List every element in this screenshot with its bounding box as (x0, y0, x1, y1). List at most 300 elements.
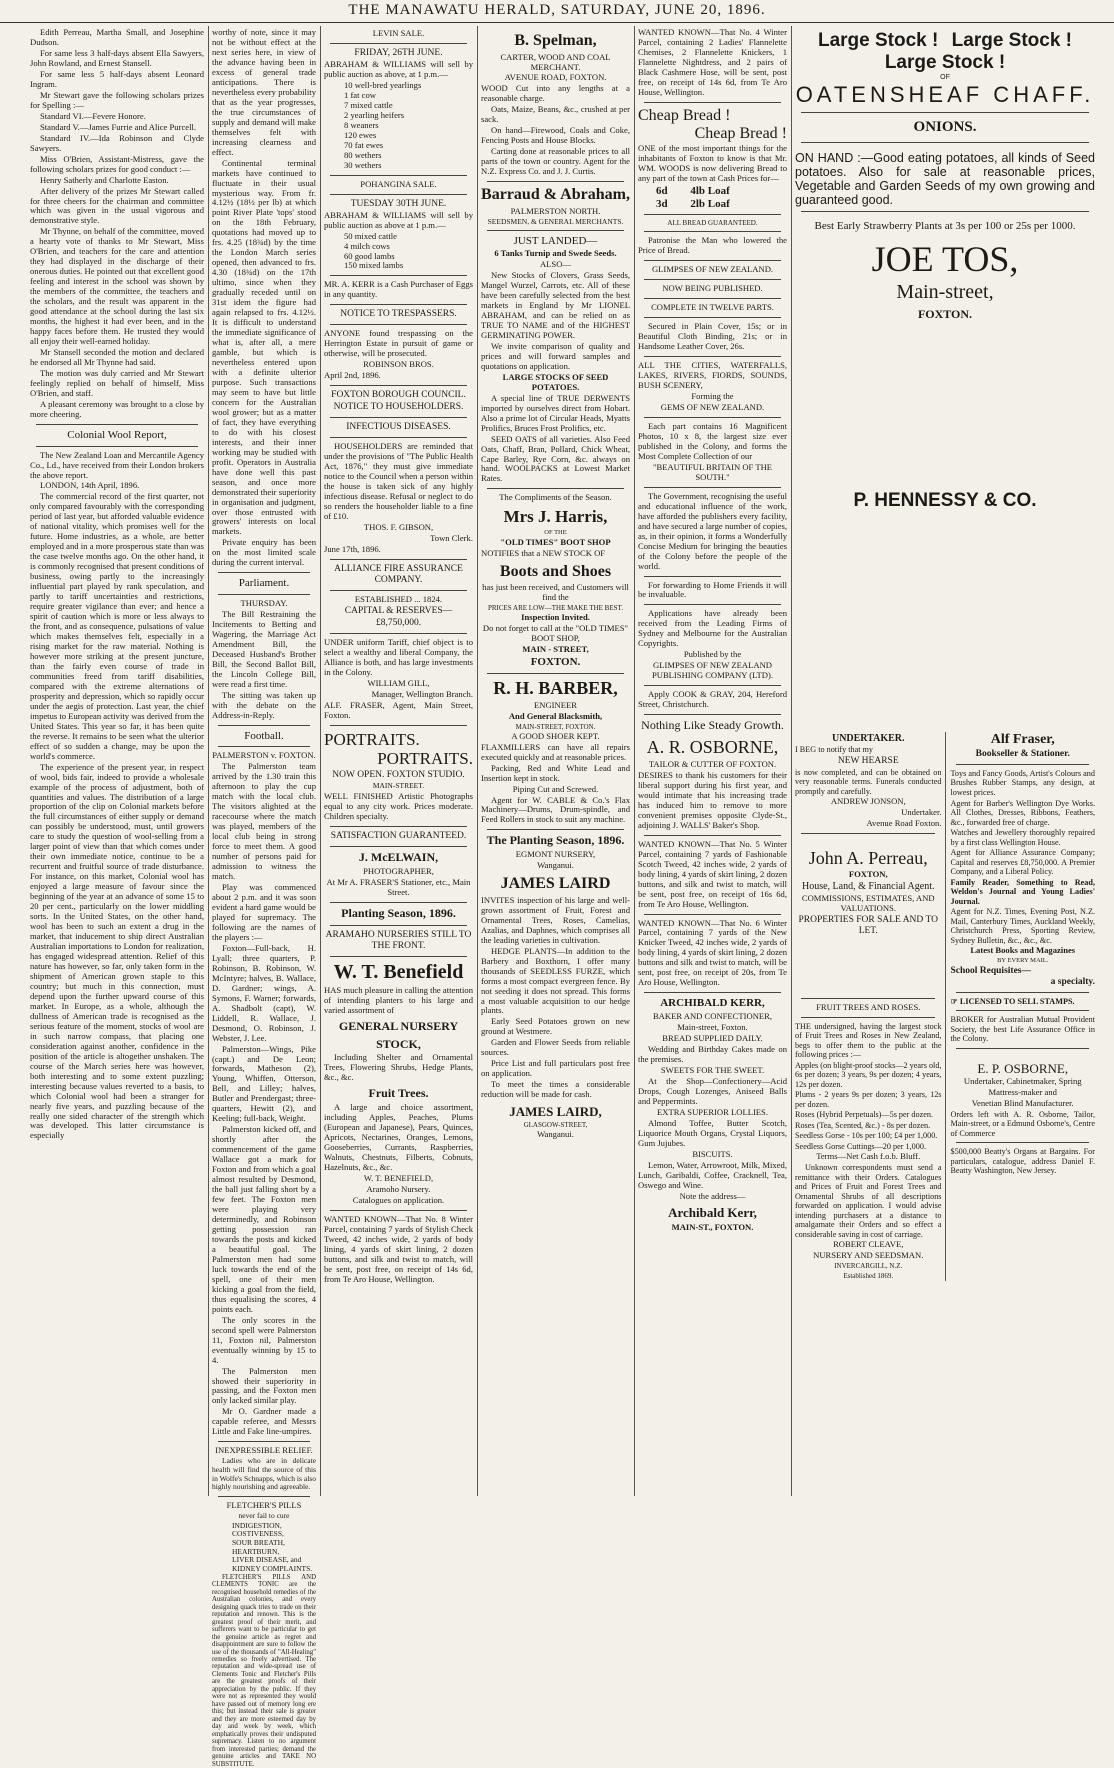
glimpses-company: GLIMPSES OF NEW ZEALAND PUBLISHING COMPANY (LTD). (651, 660, 774, 681)
on-hand-text: ON HAND :—Good eating potatoes, all kinds of Seed potatoes. Also for sale at reasonable prices, Vegetable and Garden Seeds of my own growing and guaranteed good. (795, 151, 1095, 208)
each-text: Each part contains 16 Magnificent Photos, 10 x 8, the largest size ever published in the Colony, and forms the Most Complete Collection of our (638, 420, 787, 461)
steady-growth: Nothing Like Steady Growth. (641, 718, 784, 733)
archibald-name: ARCHIBALD KERR, (660, 997, 765, 1010)
alf-sub: Bookseller & Stationer. (975, 748, 1070, 759)
harris-name: Mrs J. Harris, (503, 507, 608, 527)
list-item: 50 mixed cattle (344, 230, 397, 241)
levin-sale-intro: ABRAHAM & WILLIAMS will sell by public auction as above, at 1 p.m.— (324, 58, 473, 79)
complete-parts: COMPLETE IN TWELVE PARTS. (651, 302, 774, 313)
article-paragraph: worthy of note, since it may not be without effect at the next series here, in view of the advance having been in excess of general trade anticipations. There is nevertheless every probability that as the year progresses, the true circumstances of supply and demand will make themselves felt with increasing clearness and effect. (212, 27, 316, 157)
section-divider (644, 487, 781, 488)
old-times: "OLD TIMES" BOOT SHOP (500, 536, 611, 547)
barraud-sub2: SEEDSMEN, & GENERAL MERCHANTS. (487, 216, 624, 226)
kerr-sign: Archibald Kerr, (668, 1205, 757, 1221)
forwarding-text: For forwarding to Home Friends it will be invaluable. (638, 579, 787, 600)
desires-text: DESIRES to thank his customers for their liberal support during his first year, and would intimate that his increasing trade has induced him to remove to more convenient premises opposite Clyde-St., adjoining J. WALLS' Baker's Shop. (638, 769, 787, 830)
every-mail: BY EVERY MAIL. (997, 957, 1049, 965)
column-rule (320, 26, 321, 1496)
section-divider (644, 102, 781, 103)
article-paragraph: Standard V.—James Furrie and Alice Purcell. (40, 121, 197, 132)
toys-text: Toys and Fancy Goods, Artist's Colours and Brushes Rubber Stamps, any design, at lowest prices. (950, 768, 1095, 797)
article-paragraph: For same less 3 half-days absent Ella Sawyers, John Rowland, and Ernest Stansell. (30, 47, 204, 68)
barbers-text: Agent for Barber's Wellington Dye Works. All Clothes, Dresses, Ribbons, Feathers, &c., forwarded free of charge. (950, 798, 1095, 827)
hearse-text: is now completed, and can be obtained on very reasonable terms. Funerals conducted promptly and carefully. (795, 767, 942, 796)
borough-sub2: INFECTIOUS DISEASES. (346, 422, 451, 433)
list-item: 10 well-bred yearlings (344, 79, 422, 90)
of-the: OF THE (544, 529, 567, 537)
egmont-nursery: EGMONT NURSERY, (515, 849, 596, 860)
family-text: Family Reader, Something to Read, Weldon's Journal and Young Ladies' Journal. (950, 877, 1095, 906)
potatoes-text: A special line of TRUE DERWENTS imported by ourselves direct from Hobart. Also a prime lot of Circular Heads, Myatts Prolifics, Bruces Frost Prolifics, etc. (481, 392, 630, 433)
section-divider (644, 231, 781, 232)
section-divider (644, 685, 781, 686)
loaf-price: 6d (656, 184, 668, 197)
section-divider (218, 725, 310, 726)
dateline: LONDON, 14th April, 1896. (40, 480, 140, 491)
licensed-stamps (950, 997, 1095, 1007)
borough-sign: THOS. F. GIBSON, (363, 522, 434, 533)
pills-text: FLETCHER'S PILLS AND CLEMENTS TONIC are the recognised household remedies of the Australian colonies, and every designing quack tries to trade on their reputation and renown. This is the greatest proof of their merit, and sufferers want to be particular to get the genuine article as regret and disappointment are sure to follow the use of the thousands of "All-Healing" remedies so freely advertised. The reputation and wide-spread use of Clements Tonic and Fletcher's Pills are the greatest proofs of their appreciation by the public. If they were not as represented they would have passed out of memory long ere this; but instead their sale is greater and they are more esteemed day by day and week by week, which emphatically proves their undisputed supremacy. Listen to no argument from interested parties; demand the genuine articles and TAKE NO SUBSTITUTE. (212, 1573, 316, 1768)
section-divider (218, 746, 310, 747)
perreau-sub: House, Land, & Financial Agent. (802, 881, 935, 893)
inspection: Inspection Invited. (521, 612, 590, 623)
section-divider (956, 1142, 1089, 1143)
section-divider (644, 835, 781, 836)
wool-report-heading: Colonial Wool Report, (67, 428, 167, 441)
stock-heading: STOCK, (376, 1036, 421, 1051)
section-divider (330, 826, 467, 827)
loaf-price-1 (656, 185, 787, 198)
article-paragraph: The experience of the present year, in respect of wool, bids fair, indeed to provide a wholesale example of the process of adjustment, both of quantities and values. The distribution of a large proportion of the clip on Colonial markets before the full circumstances of either supply or demand can possibly be understood, must, until growers care to study the question of wool-selling from a larger point of view than that which comes under their own immediate notice, continue to be a recurrent and fruitful source of trade disturbance. For instance, on this market, Colonial wool has enjoyed a large measure of favour since the beginning of the year at an advance of some 15 to 20 per cent., particularly on the lower middling sorts. In the United States, on the other hand, wool has been to such an extent a drug in the market, that inducement to ship direct Australian Australian importations to London for realization, has engaged widespread attention. Relief of this nature has however, so far, only taken form in the shipment of American grown staple to this country; but much in this connection, must depend upon the further upward course of this market. In Europe, as a whole, although the dullness of American trade is recognised as the serious feature of the moment, stocks of wool are in such narrow compass, that placing one consideration against another, confidence in the position of the article is altogether unshaken. The course of the March series here was however, both interesting and to some extent puzzling; interesting because values reverted to a basis, to which Colonial wool had been a stranger for nearly five years, and puzzling because of the really one sided character of the strength which was developed. This latter circumstance is especially (30, 761, 204, 1141)
spelman-text4: Carting done at reasonable prices to all parts of the town or country. Agent for the N.Z. Express Co. and J. J. Curtis. (481, 146, 630, 177)
fruit-price: Roses (Hybrid Perpetuals)—5s per dozen. (795, 1110, 934, 1120)
section-divider (644, 317, 781, 318)
portraits-2: PORTRAITS. (377, 749, 473, 769)
laird-text: INVITES inspection of his large and well-grown assortment of Fruit, Forest and Ornamental Trees, Roses, Camelias, Azalias, and Daphnes, which comprises all the leading varieties in cultivation. (481, 894, 630, 945)
loaf-size: 2lb Loaf (690, 197, 730, 210)
section-divider (330, 1210, 467, 1211)
school-requisites: School Requisites— (950, 965, 1031, 976)
jonson-name: ANDREW JONSON, (830, 796, 906, 807)
strawberry-text: Best Early Strawberry Plants at 3s per 100 or 25s per 1000. (814, 220, 1076, 233)
pohangina-list (344, 232, 473, 272)
laird-sign: JAMES LAIRD, (509, 1104, 602, 1120)
article-paragraph: Edith Perreau, Martha Small, and Josephine Dudson. (30, 27, 204, 47)
blacksmith-addr: MAIN-STREET, FOXTON. (515, 722, 596, 731)
section-divider (487, 230, 624, 231)
new-hearse: NEW HEARSE (837, 755, 899, 766)
forming: Forming the (691, 391, 734, 402)
column-6 (795, 28, 1095, 1496)
flax-text: FLAXMILLERS can have all repairs executed quickly and at reasonable prices. (481, 741, 630, 762)
section-divider (330, 590, 467, 591)
unknown-text: Unknown correspondents must send a remittance with their Orders. Catalogues and Prices of Fruit and Forest Trees and Ornamental Shrubs of all descriptions forwarded on application. I would advise intending purchasers at a distance to amalgamate their Orders and so effect a considerable saving in cost of carriage. (795, 1163, 942, 1239)
onions: ONIONS. (913, 118, 977, 135)
section-divider (218, 1441, 310, 1442)
fruit-price: Seedless Gorse Cuttings—20 per 1,000. (795, 1141, 926, 1151)
epo-sub3: Venetian Blind Manufacturer. (971, 1097, 1074, 1108)
pills-sub: never fail to cure (238, 1511, 290, 1520)
article-paragraph: The motion was duly carried and Mr Stewart feelingly replied on behalf of himself, Miss O'Brien, and staff. (30, 367, 204, 398)
large-stock-1: Large Stock ! (817, 30, 939, 51)
satisfaction: SATISFACTION GUARANTEED. (330, 830, 467, 841)
alliance-sign: WILLIAM GILL, (367, 677, 430, 688)
baker: BAKER AND CONFECTIONER, (652, 1011, 773, 1022)
properties: PROPERTIES FOR SALE AND TO LET. (798, 914, 938, 936)
list-item: 150 mixed lambs (344, 260, 404, 271)
section-divider (487, 673, 624, 674)
wanted-notice: WANTED KNOWN—That No. 8 Winter Parcel, containing 7 yards of Stylish Check Tweed, 42 inches wide, 2 yards of body lining, 4 yards of skirt lining, 2 dozen buttons, and silk and twist to match, will be sent, post free, on receipt of 14s 6d, from Te Aro House, Wellington. (324, 1213, 473, 1284)
trespass-sign: ROBINSON BROS. (363, 359, 434, 370)
article-paragraph: Palmerston kicked off, and shortly after the commencement of the game Wallace got a mark for Foxton and from which a goal almost resulted by Desmond, the ball just falling short by a few feet. The Foxton men were playing very determinedly, and Robinson getting possession ran towards the posts and kicked a beautiful goal. The Palmerston men had some luck towards the end of the spell, one of their men kicking a goal from the field, thus equalising the scores, 4 points each. (212, 1124, 316, 1314)
section-divider (644, 279, 781, 280)
loaf-size: 4lb Loaf (690, 184, 730, 197)
licensed-text: LICENSED TO SELL STAMPS. (959, 996, 1075, 1006)
wedding-text: Wedding and Birthday Cakes made on the premises. (638, 1043, 787, 1064)
article-paragraph: Play was commenced about 2 p.m. and it was soon evident a hard game would be played for supremacy. The following are the names of the players :— (212, 882, 316, 942)
borough-date: June 17th, 1896. (324, 543, 381, 554)
orders-text: Orders left with A. R. Osborne, Tailor, Main-street, or a Edmund Osborne's, Centre of Commerce (950, 1109, 1095, 1138)
section-divider (36, 446, 198, 447)
wanted-notice-2: WANTED KNOWN—That No. 5 Winter Parcel, containing 7 yards of Fashionable Scotch Tweed, 42 inches wide, 2 yards of body lining, 4 yards of skirt lining, 2 dozen buttons, and silk and twist to match, will be sent, post free, on receipt of 16s 6d, from Te Aro House, Wellington. (638, 838, 787, 909)
main-street: Main-street, Foxton. (677, 1022, 748, 1033)
section-divider (801, 142, 1089, 143)
alliance-agent: ALF. FRASER, Agent, Main Street, Foxton. (324, 699, 473, 720)
barber-name: R. H. BARBER, (493, 677, 618, 698)
hedge-text: HEDGE PLANTS—In addition to the Barbery and Boxthorn, I offer many thousands of SEEDLESS FURZE, which forms a most compact evergreen fence. By not seeding it does not spread. This forms a most valuable acquisition to our hedge plants. (481, 945, 630, 1016)
cleave-town: INVERCARGILL, N.Z. (834, 1262, 903, 1271)
studio-sub: MAIN-STREET. (372, 781, 425, 791)
boots-heading: Boots and Shoes (499, 562, 612, 580)
alf-fraser: Alf Fraser, (990, 731, 1055, 747)
spelman-addr: AVENUE ROAD, FOXTON. (504, 72, 607, 83)
almond-text: Almond Toffee, Butter Scotch, Liquorice Mouth Organs, Crystal Liquors, Gum Jujubes. (638, 1117, 787, 1148)
barraud-sub: PALMERSTON NORTH. (510, 205, 601, 216)
compliments: The Compliments of the Season. (499, 492, 612, 503)
broker-text: BROKER for Australian Mutual Provident Society, the best Life Assurance Office in the Colony. (950, 1015, 1095, 1044)
perreau-name: John A. Perreau, (808, 848, 928, 869)
cities-text: ALL THE CITIES, WATERFALLS, LAKES, RIVERS, FIORDS, SOUNDS, BUSH SCENERY, (638, 360, 787, 391)
alliance-heading: ALLIANCE FIRE ASSURANCE COMPANY. (334, 563, 463, 585)
mcelwain-addr: At Mr A. FRASER'S Stationer, etc., Main Street. (326, 876, 471, 897)
laird-addr: GLASGOW-STREET, (523, 1121, 588, 1130)
section-divider (330, 385, 467, 386)
benefield-sign2: Aramoho Nursery. (366, 1184, 431, 1194)
agent-text: Agent for W. CABLE & Co.'s Flax Machinery—Drums, Drum-spindle, and Feed Rollers in stock to suit any machine. (481, 794, 630, 825)
commissions: COMMISSIONS, ESTIMATES, AND VALUATIONS. (801, 892, 935, 913)
section-divider (218, 572, 310, 573)
benefield-sign: W. T. BENEFIELD, (363, 1173, 434, 1184)
article-paragraph: The only scores in the second spell were Palmerston 11, Foxton nil, Palmerston eventually winning by 15 to 4. (212, 1314, 316, 1365)
nursery-heading: GENERAL NURSERY (338, 1018, 459, 1033)
section-divider (644, 604, 781, 605)
also: ALSO— (539, 259, 572, 270)
latest-books: Latest Books and Magazines (970, 945, 1076, 956)
secured-text: Secured in Plain Cover, 15s; or in Beautiful Cloth Binding, 21s; or in Handsome Leather Cover, 26s. (638, 321, 787, 352)
planting-season-heading: The Planting Season, 1896. (486, 833, 625, 848)
trespass-text: ANYONE found trespassing on the Herrington Estate in pursuit of game or otherwise, will be prosecuted. (324, 328, 473, 359)
early-text: Early Seed Potatoes grown on new ground at Westmere. (481, 1016, 630, 1037)
alliance-sign2: Manager, Wellington Branch. (371, 688, 473, 699)
trespass-heading: NOTICE TO TRESPASSERS. (340, 309, 457, 320)
article-paragraph: Henry Satherly and Charlotte Easton. (40, 174, 169, 185)
benefield-name: W. T. Benefield (333, 960, 464, 983)
kerr-addr: MAIN-ST., FOXTON. (671, 1221, 754, 1232)
section-divider (330, 175, 467, 176)
list-item: 4 milch cows (344, 240, 390, 251)
masthead-title (0, 2, 1114, 19)
borough-heading: FOXTON BOROUGH COUNCIL. (331, 390, 466, 401)
column-rule (791, 26, 792, 1496)
pointing-hand-icon: ☞ (950, 996, 958, 1006)
britain: "BEAUTIFUL BRITAIN OF THE SOUTH." (652, 461, 773, 482)
column-5 (638, 28, 787, 1496)
levin-sale-date: FRIDAY, 26TH JUNE. (354, 47, 443, 58)
pohangina-date: TUESDAY 30TH JUNE. (350, 198, 447, 209)
govt-text: The Government, recognising the useful and educational influence of the work, have afforded the publishers every facility, and have secured a large number of copies, as, in their opinion, it forms a Wonderfully Concise Medium for bringing the beauties of the Colony before the people of the world. (638, 490, 787, 571)
apply-text: Apply COOK & GRAY, 204, Hereford Street, Christchurch. (638, 689, 787, 710)
beatty-text: $500,000 Beatty's Organs at Bargains. For particulars, catalogue, address Daniel F. Beatty Washington, New Jersey. (950, 1147, 1095, 1176)
patronise: Patronise the Man who lowered the Price of Bread. (638, 235, 787, 256)
fruit-price: Seedless Gorse - 10s per 100; £4 per 1,000. (795, 1131, 938, 1141)
article-paragraph: After delivery of the prizes Mr Stewart called for three cheers for the chairman and committee which was given in the usual vigorous and demonstrative style. (30, 185, 204, 226)
watches-text: Watches and Jewellery thoroughly repaired by a first class Wellington House. (950, 828, 1095, 847)
wanted-notice-1: WANTED KNOWN—That No. 4 Winter Parcel, containing 2 Ladies' Flannelette Chemises, 2 Flannelette Knickers, 1 Flannelette Nightdress, and 2 pairs of Black Cashmere Hose, will be sent, post free, on receipt of 14s 6d, from Te Aro House, Wellington. (638, 27, 787, 97)
column-rule (634, 26, 635, 1496)
section-divider (330, 956, 467, 957)
clover-text: New Stocks of Clovers, Grass Seeds, Mangel Wurzel, Carrots, etc. All of these have been carefully selected from the best markets in England by Mr LIONEL ABRAHAM, and can be relied on as TRUE TO NAME and of the HIGHEST GERMINATING POWER. (481, 270, 630, 340)
masthead (0, 0, 1114, 23)
cheap-bread-1: Cheap Bread ! (638, 106, 731, 124)
planting-heading: Planting Season, 1896. (341, 905, 456, 920)
article-paragraph: Mr Thynne, on behalf of the committee, moved a hearty vote of thanks to Mr Stewart, Miss O'Brien, and teachers for the care and attention they had displayed in the discharge of their onerous duties. He pointed out that excellent good feeling and interest in the school was shown by the members of the committee, the teachers and the scholars, and the result was apparent in the good attendance at the school during the last six months, the highest it had ever been, and in the happy faces before them. He trusted they would all enjoy their well-earned holiday. (30, 226, 204, 347)
section-divider (330, 725, 467, 726)
fruit-price: Plums - 2 years 9s per dozen; 3 years, 12s per dozen. (795, 1090, 942, 1109)
cleave-est: Established 1869. (843, 1271, 894, 1280)
spacer (795, 322, 1095, 490)
large-stock-line (795, 30, 1095, 52)
section-divider (644, 914, 781, 915)
lower-ads (795, 732, 1095, 1281)
packing-text: Packing, Red and White Lead and Insertion kept in stock. (481, 762, 630, 783)
mcelwain-name: J. McELWAIN, (358, 849, 439, 864)
section-divider (644, 417, 781, 418)
list-item: 30 wethers (344, 159, 382, 170)
parliament-day: THURSDAY. (240, 598, 288, 609)
large-stock-3: Large Stock ! (884, 52, 1006, 74)
article-paragraph: Mr Stansell seconded the motion and declared he endorsed all Mr Thynne had said. (30, 347, 204, 367)
section-divider (644, 576, 781, 577)
cleave-name: ROBERT CLEAVE, (833, 1239, 904, 1250)
section-divider (330, 43, 467, 44)
piping: Piping Cut and Screwed. (512, 783, 599, 794)
section-divider (487, 181, 624, 182)
note-address: Note the address— (679, 1190, 746, 1201)
article-paragraph: Mr O. Gardner made a capable referee, and Messrs Little and Fake line-umpires. (212, 1406, 316, 1437)
foxton: FOXTON. (917, 306, 973, 321)
sweets: SWEETS FOR THE SWEET. (660, 1064, 765, 1075)
section-divider (487, 829, 624, 830)
spelman-text: WOOD Cut into any lengths at a reasonable charge. (481, 83, 630, 104)
football-heading: Football. (244, 729, 284, 742)
cleave-sub: NURSERY AND SEEDSMAN. (813, 1250, 924, 1261)
list-item: 60 good lambs (344, 250, 395, 261)
pills-heading: FLETCHER'S PILLS (226, 1500, 302, 1511)
epo-name: E. P. OSBORNE, (977, 1060, 1069, 1076)
boots-text: has just been received, and Customers will find the (482, 582, 629, 603)
list-item: KIDNEY COMPLAINTS. (232, 1564, 313, 1574)
biscuits: BISCUITS. (692, 1148, 733, 1159)
pohangina-heading: POHANGINA SALE. (360, 178, 437, 189)
list-item: 1 fat cow (344, 89, 376, 100)
spelman-text2: Oats, Maize, Beans, &c., crushed at per sack. (481, 104, 630, 125)
alliance-amount: £8,750,000. (375, 617, 422, 628)
kerr-notice: MR. A. KERR is a Cash Purchaser of Eggs in any quantity. (324, 279, 473, 300)
alliance-capital: CAPITAL & RESERVES— (344, 605, 453, 616)
section-divider (330, 559, 467, 560)
gems: GEMS OF NEW ZEALAND. (660, 401, 765, 412)
jonson-addr: Avenue Road Foxton. (866, 818, 942, 829)
wanganui: Wanganui. (537, 860, 574, 871)
joe-tos: JOE TOS, (871, 238, 1019, 279)
catalogues: Catalogues on application. (352, 1194, 445, 1205)
fruit-heading: Fruit Trees. (368, 1086, 429, 1101)
section-divider (956, 1010, 1089, 1011)
potatoes-heading: LARGE STOCKS OF SEED POTATOES. (502, 371, 609, 392)
section-divider (644, 214, 781, 215)
published-by: Published by the (683, 649, 742, 660)
section-divider (36, 424, 198, 425)
biscuits-text: Lemon, Water, Arrowroot, Milk, Mixed, Lunch, Garibaldi, Coffee, Cracknell, Tea, Oswego and Wine. (638, 1159, 787, 1190)
laird-name: JAMES LAIRD (500, 875, 611, 893)
list-item: HEARTBURN, (232, 1546, 280, 1556)
section-divider (956, 1048, 1089, 1049)
section-divider (330, 194, 467, 195)
spacer (795, 512, 1095, 732)
section-divider (801, 833, 935, 834)
football-match: PALMERSTON v. FOXTON. (212, 750, 316, 761)
alliance-est: ESTABLISHED ... 1824. (354, 593, 443, 604)
section-divider (330, 437, 467, 438)
section-divider (956, 764, 1089, 765)
list-item: COSTIVENESS, (232, 1529, 284, 1539)
section-divider (956, 992, 1089, 993)
undertaker-heading: UNDERTAKER. (831, 732, 905, 744)
masthead-date: SATURDAY, JUNE 20, 1896. (560, 2, 766, 18)
section-divider (644, 298, 781, 299)
invite-text: We invite comparison of quality and prices and will forward samples and quotations on application. (481, 340, 630, 371)
loaf-price-2 (656, 198, 787, 211)
turnip: 6 Tanks Turnip and Swede Seeds. (494, 248, 617, 259)
benefield-text: HAS much pleasure in calling the attention of intending planters to his large and varied assortment of (324, 984, 473, 1015)
column-2 (212, 27, 316, 1768)
column-3 (324, 28, 473, 1496)
list-item: 8 weaners (344, 119, 379, 130)
loaf-price: 3d (656, 197, 668, 210)
borough-sign2: Town Clerk. (430, 533, 473, 543)
shoer: A GOOD SHOER KEPT. (511, 730, 600, 741)
section-divider (330, 925, 467, 926)
oatensheaf: OATENSHEAF CHAFF. (795, 82, 1095, 108)
column-rule (208, 26, 209, 1496)
wanted-notice-3: WANTED KNOWN—That No. 6 Winter Parcel, containing 7 yards of the New Knicker Tweed, 42 inches wide, 2 yards of body lining, 4 yards of skirt lining, 2 dozen buttons and silk and twist to match, will be sent, post free, on receipt of 20s, from Te Aro House, Wellington. (638, 917, 787, 988)
list-item: INDIGESTION, (232, 1520, 282, 1530)
article-paragraph: Standard IV.—Ida Robinson and Clyde Sawyers. (30, 132, 204, 153)
article-paragraph: The Palmerston team arrived by the 1.30 train this afternoon to play the cup match with the local club. The visitors alighted at the racecourse where the match was played, members of the local club being in strong force to meet them. A good number of persons paid for admission to witness the match. (212, 761, 316, 882)
list-item: SOUR BREATH, (232, 1538, 285, 1548)
main-street: Main-street, (896, 280, 994, 303)
article-paragraph: Miss O'Brien, Assistant-Mistress, gave the following scholars prizes for good conduct :— (30, 153, 204, 174)
barraud-name: Barraud & Abraham, (481, 186, 630, 204)
article-paragraph: The New Zealand Loan and Mercantile Agency Co., Ld., have received from their London brokers the above report. (30, 449, 204, 480)
section-divider (644, 992, 781, 993)
article-paragraph: Continental terminal markets have continued to fluctuate in their usual mysterious way. From fr. 4.12½ (18½ per lb) at which point River Plate 'tops' stood on the 18th February, quotations had moved up to frs. 4.25 (18¾d) by the time the London March series opened, then advanced to frs. 4.30 (18¾d) on the 17th ultimo, since when they gradually receded until on 31st idem the figure had again relapsed to frs. 4.12½. It is difficult to understand the immediate significance of what is, after all, a mere gamble, but which is nevertheless entered upon with a definite ulterior purpose. Such transactions may seem to have but little concern for the Australian wool grower; but as a matter of fact, they have everything to do with his closest interests, and their inner working may be studied with profit. Operators in Australia have done well this past season, and once more demonstrated their superiority in organisation and judgment, over those entrusted with growers' interests on local markets. (212, 157, 316, 537)
epo-sub: Undertaker, Cabinetmaker, Spring (963, 1075, 1082, 1086)
list-item: 2 yearling heifers (344, 109, 405, 120)
article-paragraph: Standard VI.—Fevere Honore. (40, 110, 146, 121)
price-list: Price List and full particulars post free on application. (481, 1058, 630, 1079)
osborne-name: A. R. OSBORNE, (646, 737, 779, 758)
main-street: MAIN - STREET, (522, 644, 589, 655)
bread-guaranteed: ALL BREAD GUARANTEED. (667, 219, 758, 228)
now-published: NOW BEING PUBLISHED. (662, 283, 763, 294)
section-divider (330, 902, 467, 903)
article-paragraph: The Palmerston men showed their superiority in passing, and the Foxton men only lacked similar play. (212, 1365, 316, 1406)
pills-list (232, 1522, 316, 1574)
article-paragraph: For same less 5 half-days absent Leonard Ingram. (30, 68, 204, 89)
lollies: EXTRA SUPERIOR LOLLIES. (656, 1106, 768, 1117)
studio-heading: NOW OPEN. FOXTON STUDIO. (332, 770, 465, 781)
laird-addr2: Wanganui. (537, 1129, 574, 1140)
borough-sub: NOTICE TO HOUSEHOLDERS. (333, 402, 464, 413)
osborne-tailor: TAILOR & CUTTER OF FOXTON. (648, 758, 777, 769)
section-divider (330, 275, 467, 276)
perreau-town: FOXTON, (848, 869, 888, 880)
fruit-trees-text: THE undersigned, having the largest stock of Fruit Trees and Roses in New Zealand, begs to offer them to the public at the following prices :— (795, 1021, 942, 1060)
article-paragraph: Palmerston—Wings, Pike (capt.) and De Leon; forwards, Matheson (2), Young, Whiffen, Otterson, Bell, and Lilley; halves, Butler and Prendergast; three-quarters, Hewitt (2), and Keeling; full-back, Weight. (212, 1043, 316, 1124)
article-paragraph: Foxton—Full-back, H. Lyall; three quarters, P. Robinson, B. Robinson, W. McIntyre; halves, B. Wallace, D. Gardner; wings, A. Symons, F. Warner; forwards, A. Shadbolt (capt), W. Liddell, R. Wallace, J. Desmond, O. Robinson, J. Webster, J. Lee. (212, 942, 316, 1043)
landed: JUST LANDED— (513, 235, 598, 248)
section-divider (801, 211, 1089, 212)
list-item: LIVER DISEASE, and (232, 1555, 302, 1565)
article-paragraph: The Bill Restraining the Incitements to Betting and Wagering, the Marriage Act Amendment Bill, the Deceased Husband's Brother Bill, the Second Ballot Bill, the Lincoln College Bill, were read a first time. (212, 609, 316, 689)
section-divider (218, 594, 310, 595)
section-divider (218, 1496, 310, 1497)
article-paragraph: A pleasant ceremony was brought to a close by more cheering. (30, 398, 204, 419)
prices-text: PRICES ARE LOW—THE MAKE THE BEST. (487, 604, 624, 613)
applications-text: Applications have already been received from the Leading Firms of Sydney and Melbourne for the Australian Copyrights. (638, 608, 787, 649)
trade-text: To meet the times a considerable reduction will be made for cash. (481, 1079, 630, 1100)
section-divider (644, 356, 781, 357)
aramaho-heading: ARAMAHO NURSERIES STILL TO THE FRONT. (325, 929, 472, 951)
epo-sub2: Mattress-maker and (988, 1086, 1057, 1097)
column-4 (481, 28, 630, 1496)
large-stock-2: Large Stock ! (951, 30, 1073, 51)
oats-text: SEED OATS of all varieties. Also Feed Oats, Chaff, Bran, Pollard, Chick Wheat, Cape Barley, Rye Corn, &c. always on hand. WOOLPACKS at Lowest Market Rates. (481, 433, 630, 484)
spelman-text3: On hand—Firewood, Coals and Coke, Fencing Posts and House Blocks. (481, 125, 630, 146)
portraits-1: PORTRAITS. (324, 729, 420, 749)
article-paragraph: The commercial record of the first quarter, not only compared favourably with the corresponding period of last year, but afforded valuable evidence of national vitality, which promises well for the future. Home industries, as a whole, are better employed and in a more prosperous state than was the case twelve months ago. On the other hand, it is commonly recognised that present conditions of business, owing partly to the increasingly influential part played by rank speculation, and partly to tariff uncertainties and restrictions, require greater vigilance than ever; and hence a spirit of caution which is more or less always to the front, and as consequence, pulsations of value which makes themselves felt, especially in a rising market for the raw material. Nothing is however more striking at the present juncture, than the fairly even course of trade in communities freed from tariff disabilities, compared with the extreme alternations of prosperity and depression, which so rapidly occur under the aegis of protection. Last year, the chief impetus to European activity was derived from the United States. This year so far, it has been quite the reverse. It remains to be seen what the ulterior effect of so sudden a change, may be upon the world's commerce. (30, 491, 204, 761)
mcelwain-sub: PHOTOGRAPHER, (363, 865, 434, 876)
beg-text: I BEG to notify that my (795, 745, 874, 755)
forget: Do not forget to call at the "OLD TIMES" BOOT SHOP, (482, 623, 629, 644)
section-divider (644, 260, 781, 261)
notifies: NOTIFIES that a NEW STOCK OF (481, 547, 606, 558)
section-divider (330, 846, 467, 847)
garden-text: Garden and Flower Seeds from reliable sources. (481, 1037, 630, 1058)
pohangina-intro: ABRAHAM & WILLIAMS will sell by public auction as above at 1 p.m.— (324, 209, 473, 230)
times-text: Agent for N.Z. Times, Evening Post, N.Z. Mail, Canterbury Times, Auckland Weekly, Christchurch Press, Sporting Review, Sydney Bulletin, &c., &c., &c. (950, 907, 1095, 945)
